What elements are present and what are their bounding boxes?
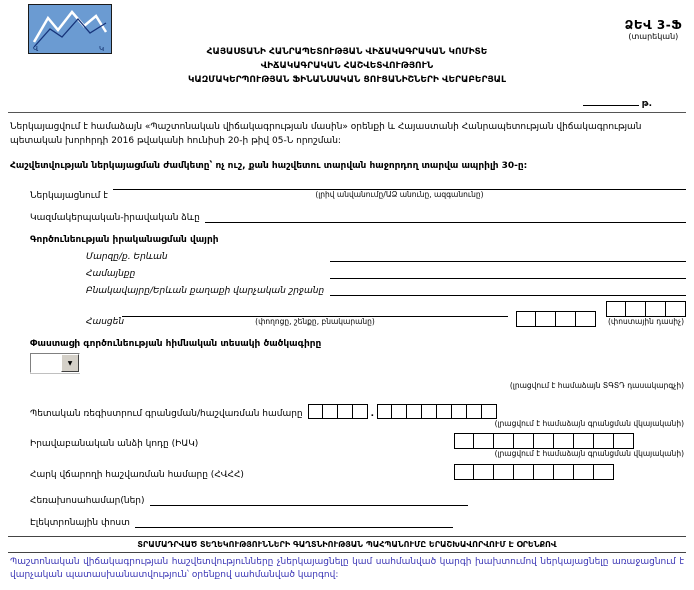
presenter-label: Ներկայացնում է — [30, 190, 108, 201]
code-box-cell — [516, 311, 536, 327]
email-label: Էլեկտրոնային փոստ — [30, 517, 130, 528]
activity-code-select[interactable] — [30, 353, 80, 373]
form-code-label: ՁԵՎ 3-Ֆ — [624, 18, 682, 32]
footer-divider-bottom — [8, 552, 686, 553]
code-box-cell — [392, 404, 407, 419]
address-row — [30, 301, 686, 328]
legal-entity-code-caption: (լրացվում է համաձայն գրանցման վկայականի) — [494, 449, 684, 458]
legal-form-row — [30, 211, 686, 223]
address-code-boxes — [516, 311, 596, 327]
code-box-cell — [574, 464, 594, 480]
register-number-row — [30, 404, 686, 419]
code-box-cell — [437, 404, 452, 419]
form-header — [8, 0, 686, 113]
code-box-cell — [536, 311, 556, 327]
legal-form-label: Կազմակերպական-իրավական ձևը — [30, 212, 200, 223]
code-box-cell — [452, 404, 467, 419]
code-box-cell — [454, 433, 474, 449]
phone-fill-line — [150, 494, 468, 506]
email-row — [30, 516, 686, 528]
code-box-cell — [554, 464, 574, 480]
email-fill-line — [135, 516, 453, 528]
code-box-cell — [556, 311, 576, 327]
code-box-cell — [308, 404, 323, 419]
community-row — [30, 267, 686, 279]
settlement-fill-line — [330, 284, 686, 296]
legal-form-fill-line — [205, 211, 686, 223]
register-number-caption: (լրացվում է համաձայն գրանցման վկայականի) — [494, 418, 684, 428]
liability-text: Պաշտոնական վիճակագրության հաշվետվությունները չներկայացնելը կամ սահմանված կարգի խախտումով ներկայացնելը առաջացնում է վարչական պատասխանատվություն՝ օրենքով սահմանված կարգով: — [10, 556, 684, 580]
register-number-separator: . — [370, 408, 375, 419]
year-field — [583, 96, 652, 109]
report-subject-title: ԿԱԶՄԱԿԵՐՊՈՒԹՅԱՆ ՖԻՆԱՆՍԱԿԱՆ ՑՈՒՑԱՆԻՇՆԵՐԻ ՎԵՐԱԲԵՐՅԱԼ — [187, 74, 507, 85]
code-box-cell — [377, 404, 392, 419]
code-box-cell — [407, 404, 422, 419]
code-box-cell — [594, 464, 614, 480]
register-number-boxes-left — [308, 404, 368, 419]
presenter-row — [30, 189, 686, 201]
confidentiality-title: ՏՐԱՄԱԴՐՎԱԾ ՏԵՂԵԿՈՒԹՅՈՒՆՆԵՐԻ ԳԱՂՏՆԻՈՒԹՅԱՆ ՊԱՀՊԱՆՈՒՄԸ ԵՐԱՇԽԱՎՈՐՎՈՒՄ Է ՕՐԵՆՔՈՎ — [137, 539, 557, 549]
region-row — [30, 250, 686, 262]
code-box-cell — [614, 433, 634, 449]
chevron-down-icon[interactable]: ▼ — [61, 354, 79, 372]
code-box-cell — [482, 404, 497, 419]
code-box-cell — [666, 301, 686, 317]
code-box-cell — [554, 433, 574, 449]
code-box-cell — [646, 301, 666, 317]
phone-label: Հեռախոսահամար(ներ) — [30, 495, 145, 506]
phone-row — [30, 494, 686, 506]
address-caption: (փողոցը, շենքը, բնակարանը) — [255, 316, 375, 326]
tin-boxes — [454, 464, 614, 480]
activity-code-value[interactable] — [31, 354, 61, 372]
code-box-cell — [514, 464, 534, 480]
code-box-cell — [514, 433, 534, 449]
legal-entity-code-row — [30, 433, 686, 449]
postal-code-caption: (փոստային դասիչ) — [607, 316, 684, 326]
community-fill-line — [330, 267, 686, 279]
svg-text:Կ: Կ — [99, 45, 105, 53]
year-suffix-label: թ. — [641, 99, 652, 109]
code-box-cell — [474, 433, 494, 449]
tin-row — [30, 464, 686, 480]
code-box-cell — [534, 433, 554, 449]
year-fill-line — [583, 96, 639, 106]
code-box-cell — [576, 311, 596, 327]
svg-text:Վ: Վ — [33, 45, 39, 53]
code-box-cell — [594, 433, 614, 449]
code-box-cell — [454, 464, 474, 480]
code-box-cell — [353, 404, 368, 419]
region-fill-line — [330, 250, 686, 262]
tin-label: Հարկ վճարողի հաշվառման համարը (ՀՎՀՀ) — [30, 469, 244, 480]
code-box-cell — [474, 464, 494, 480]
footer-divider-top — [8, 536, 686, 537]
activity-code-label: Փաստացի գործունեության հիմնական տեսակի ծածկագիրը — [30, 339, 322, 349]
region-label: Մարզը/ք. Երևան — [86, 251, 168, 262]
code-box-cell — [323, 404, 338, 419]
postal-code-group — [606, 301, 686, 328]
register-number-boxes-right — [377, 404, 497, 419]
code-box-cell — [467, 404, 482, 419]
presenter-caption: (լրիվ անվանումը/ԱՁ անունը, ազգանունը) — [315, 190, 484, 199]
code-box-cell — [494, 464, 514, 480]
community-label: Համայնքը — [86, 268, 136, 279]
code-box-cell — [494, 433, 514, 449]
location-section-header: Գործունեության իրականացման վայրի — [30, 234, 219, 245]
committee-title: ՀԱՅԱՍՏԱՆԻ ՀԱՆՐԱՊԵՏՈՒԹՅԱՆ ՎԻՃԱԿԱԳՐԱԿԱՆ ԿՈՄԻՏԵ — [206, 47, 488, 57]
postal-code-boxes — [606, 301, 686, 317]
code-box-cell — [422, 404, 437, 419]
address-label: Հասցեն — [86, 317, 125, 327]
settlement-label: Բնակավայրը/Երևան քաղաքի վարչական շրջանը — [86, 285, 325, 296]
code-box-cell — [534, 464, 554, 480]
legal-entity-code-label: Իրավաբանական անձի կոդը (ԻԱԿ) — [30, 439, 199, 449]
report-type-title: ՎԻՃԱԿԱԳՐԱԿԱՆ ՀԱՇՎԵՏՎՈՒԹՅՈՒՆ — [260, 60, 434, 71]
form-code — [625, 18, 682, 42]
code-box-cell — [338, 404, 353, 419]
activity-code-caption: (լրացվում է համաձայն ՏԳՏԴ դասակարգչի) — [509, 381, 684, 390]
form-code-period: (տարեկան) — [628, 32, 679, 42]
register-number-label: Պետական ռեգիստրում գրանցման/հաշվառման համարը — [30, 408, 303, 419]
legal-entity-code-boxes — [454, 433, 634, 449]
code-box-cell — [574, 433, 594, 449]
title-block — [8, 46, 686, 88]
code-box-cell — [606, 301, 626, 317]
settlement-row — [30, 284, 686, 296]
deadline-text: Հաշվետվության ներկայացման ժամկետը՝ ոչ ուշ, քան հաշվետու տարվան հաջորդող տարվա ապրիլի 30-ը: — [10, 161, 528, 171]
legal-basis-text: Ներկայացվում է համաձայն «Պաշտոնական վիճակագրության մասին» օրենքի և Հայաստանի Հանրապետության վիճակագրության պետական խորհրդի 2016 թվականի հունիսի 20-ի թիվ 05-Ն որոշման: — [10, 122, 642, 146]
code-box-cell — [626, 301, 646, 317]
